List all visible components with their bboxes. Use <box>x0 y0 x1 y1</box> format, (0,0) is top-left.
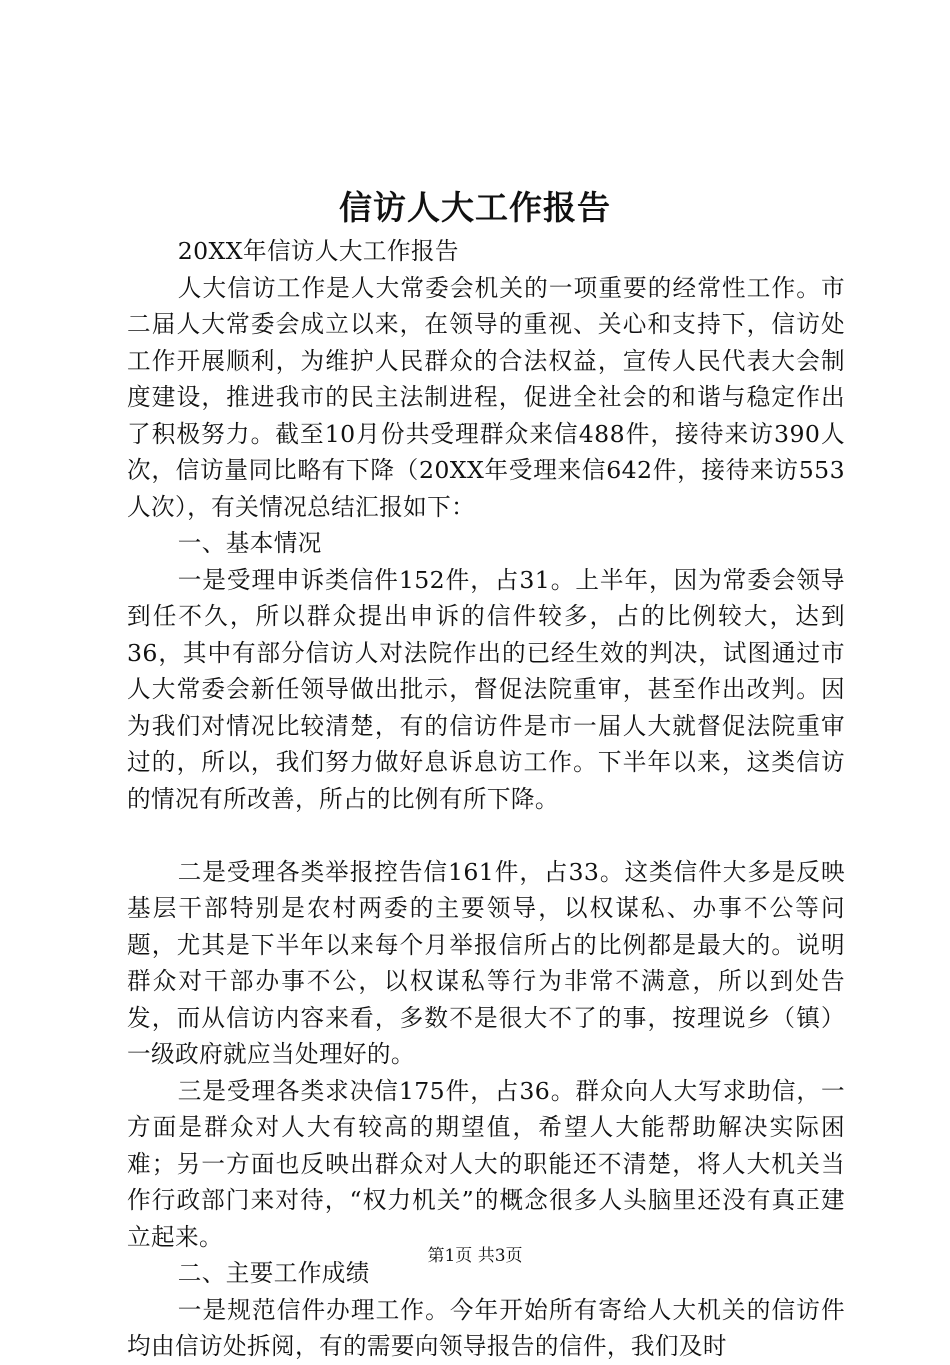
paragraph-standardize: 一是规范信件办理工作。今年开始所有寄给人大机关的信访件均由信访处拆阅，有的需要向领导报告的信件，我们及时 <box>127 1295 845 1360</box>
section-heading-basic: 一、基本情况 <box>177 529 322 557</box>
section-heading-achievements: 二、主要工作成绩 <box>177 1259 370 1287</box>
page-footer: 第1页 共3页 <box>427 1246 523 1266</box>
document-title: 信访人大工作报告 <box>339 188 611 227</box>
document-body <box>127 233 845 1365</box>
paragraph-reports: 二是受理各类举报控告信161件，占33。这类信件大多是反映基层干部特别是农村两委的主要领导，以权谋私、办事不公等问题，尤其是下半年以来每个月举报信所占的比例都是最大的。说明群众对干部办事不公，以权谋私等行为非常不满意，所以到处告发，而从信访内容来看，多数不是很大不了的事，按理说乡（镇）一级政府就应当处理好的。 <box>127 857 845 1068</box>
subtitle-paragraph: 20XX年信访人大工作报告 <box>177 237 459 265</box>
paragraph-appeals: 一是受理申诉类信件152件，占31。上半年，因为常委会领导到任不久，所以群众提出申诉的信件较多，占的比例较大，达到36，其中有部分信访人对法院作出的已经生效的判决，试图通过市人大常委会新任领导做出批示，督促法院重审，甚至作出改判。因为我们对情况比较清楚，有的信访件是市一届人大就督促法院重审过的，所以，我们努力做好息诉息访工作。下半年以来，这类信访的情况有所改善，所占的比例有所下降。 <box>127 565 845 813</box>
paragraph-requests: 三是受理各类求决信175件，占36。群众向人大写求助信，一方面是群众对人大有较高的期望值，希望人大能帮助解决实际困难；另一方面也反映出群众对人大的职能还不清楚，将人大机关当作行政部门来对待，“权力机关”的概念很多人头脑里还没有真正建立起来。 <box>127 1076 845 1251</box>
intro-paragraph: 人大信访工作是人大常委会机关的一项重要的经常性工作。市二届人大常委会成立以来，在领导的重视、关心和支持下，信访处工作开展顺利，为维护人民群众的合法权益，宣传人民代表大会制度建设，推进我市的民主法制进程，促进全社会的和谐与稳定作出了积极努力。截至10月份共受理群众来信488件，接待来访390人次，信访量同比略有下降（20XX年受理来信642件，接待来访553人次），有关情况总结汇报如下： <box>127 273 845 521</box>
